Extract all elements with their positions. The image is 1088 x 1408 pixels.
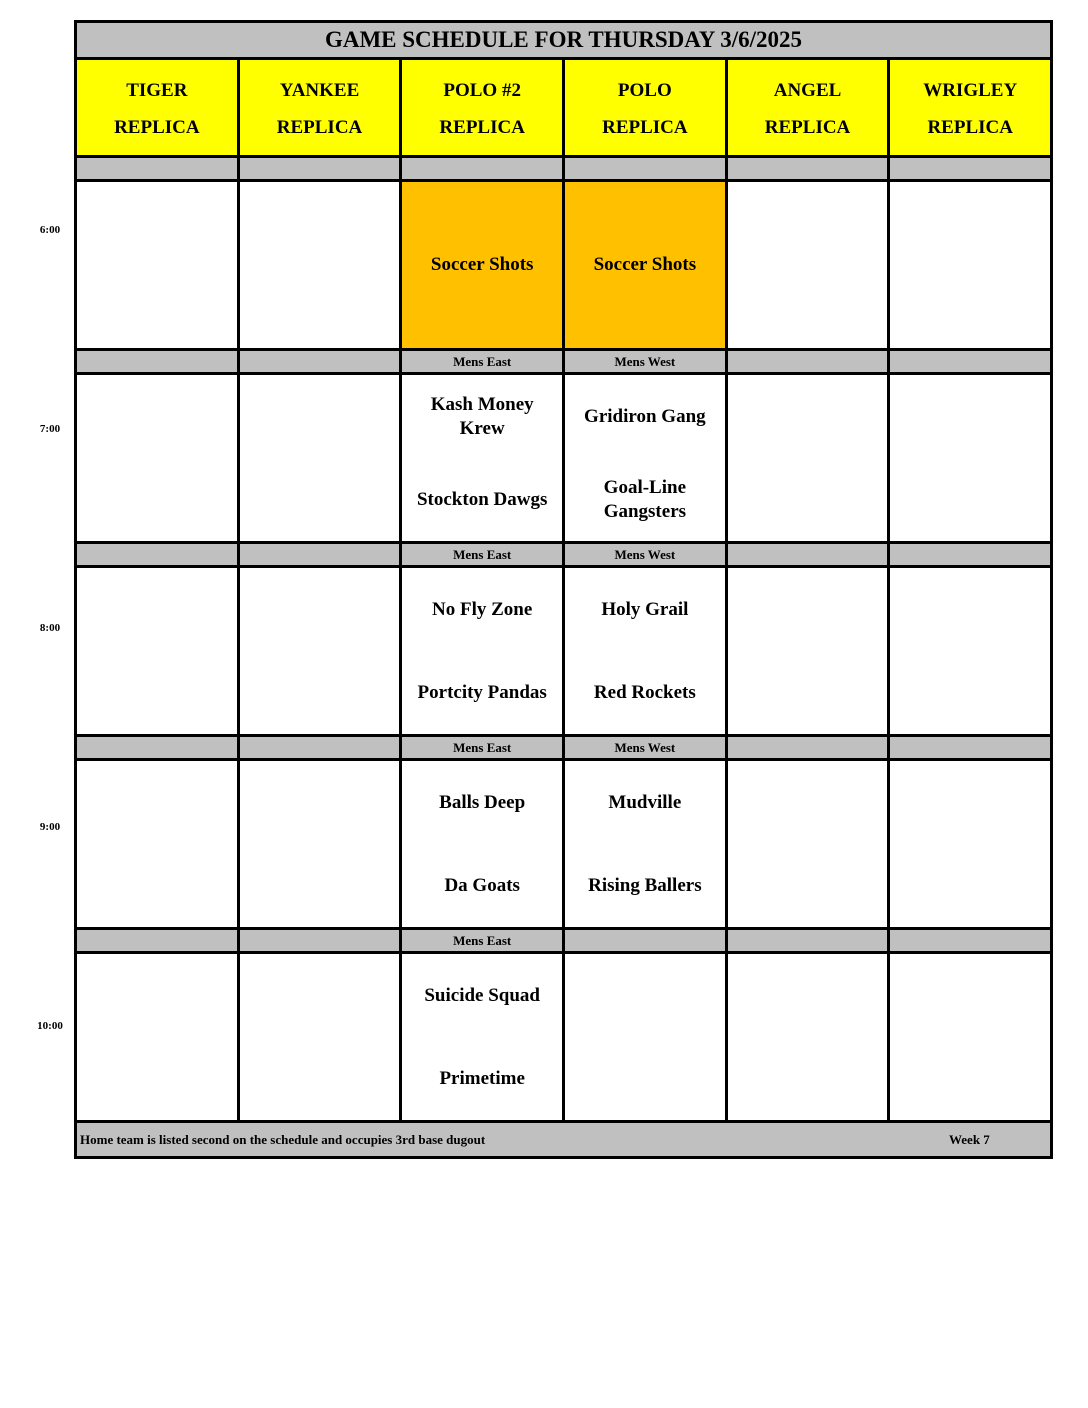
- division-label: [77, 544, 240, 565]
- game-cell: [890, 375, 1050, 541]
- game-cell: [728, 761, 891, 927]
- game-cell: [77, 761, 240, 927]
- week-label: Week 7: [949, 1132, 990, 1147]
- game-cell: [402, 761, 565, 927]
- division-row: [77, 158, 1050, 182]
- division-label: Mens West: [565, 351, 728, 372]
- field-header-polo-2: [402, 60, 565, 155]
- team-name: Primetime: [439, 1067, 525, 1089]
- division-label: [728, 351, 891, 372]
- division-label: [890, 351, 1050, 372]
- game-cell: [565, 954, 728, 1120]
- division-label: [77, 351, 240, 372]
- division-label: [240, 930, 403, 951]
- division-label: Mens East: [402, 544, 565, 565]
- game-cell: [565, 761, 728, 927]
- schedule-title: GAME SCHEDULE FOR THURSDAY 3/6/2025: [77, 23, 1050, 60]
- game-cell: [240, 761, 403, 927]
- team-name: Balls Deep: [439, 791, 526, 813]
- team-name: Stockton Dawgs: [416, 488, 548, 510]
- game-cell: [565, 182, 728, 348]
- division-label: Mens East: [402, 737, 565, 758]
- game-cell: [565, 568, 728, 734]
- game-cell: [890, 954, 1050, 1120]
- division-label: [77, 930, 240, 951]
- game-cell: [728, 954, 891, 1120]
- time-slots: [77, 158, 1050, 1123]
- division-label: [728, 158, 891, 179]
- time-label: 6:00: [39, 224, 61, 236]
- division-label: [240, 158, 403, 179]
- home-team-note: Home team is listed second on the schedule and occupies 3rd base dugout: [80, 1132, 486, 1147]
- game-cell: [240, 182, 403, 348]
- time-slot-row: [77, 568, 1050, 737]
- field-header-polo: [565, 60, 728, 155]
- time-label: 10:00: [37, 1020, 63, 1032]
- division-row: [77, 351, 1050, 375]
- team-name: Suicide Squad: [424, 984, 540, 1006]
- game-cell: [728, 182, 891, 348]
- division-label: [728, 544, 891, 565]
- team-name: Soccer Shots: [430, 254, 534, 275]
- time-slot-row: [77, 375, 1050, 544]
- field-header-yankee: [240, 60, 403, 155]
- game-cell: [890, 761, 1050, 927]
- game-cell: [77, 375, 240, 541]
- division-row: [77, 930, 1050, 954]
- field-header-wrigley: [890, 60, 1050, 155]
- division-label: [77, 158, 240, 179]
- time-slot-row: [77, 761, 1050, 930]
- division-label: [890, 930, 1050, 951]
- field-name: WRIGLEY: [923, 80, 1018, 101]
- game-cell: [77, 954, 240, 1120]
- team-name: Goal-Line Gangsters: [603, 476, 687, 522]
- field-header-angel: [728, 60, 891, 155]
- team-name: Mudville: [608, 791, 682, 813]
- division-label: Mens West: [565, 737, 728, 758]
- time-label: 7:00: [39, 423, 61, 435]
- division-label: [565, 930, 728, 951]
- game-cell: [565, 375, 728, 541]
- game-cell: [77, 568, 240, 734]
- division-label: [402, 158, 565, 179]
- division-row: [77, 544, 1050, 568]
- team-name: Rising Ballers: [588, 874, 702, 896]
- game-cell: [240, 375, 403, 541]
- field-sub: REPLICA: [276, 117, 363, 138]
- game-cell: [402, 568, 565, 734]
- team-name: No Fly Zone: [432, 598, 533, 620]
- game-cell: [402, 954, 565, 1120]
- schedule-sheet: [74, 20, 1053, 1159]
- team-name: Soccer Shots: [593, 254, 697, 275]
- game-cell: [240, 954, 403, 1120]
- division-label: Mens West: [565, 544, 728, 565]
- field-name: POLO #2: [443, 80, 521, 101]
- field-name: POLO: [617, 80, 672, 101]
- field-sub: REPLICA: [114, 117, 200, 138]
- division-label: [728, 737, 891, 758]
- division-label: [890, 737, 1050, 758]
- division-label: [240, 351, 403, 372]
- division-label: [890, 158, 1050, 179]
- time-slot-row: [77, 954, 1050, 1123]
- game-cell: [728, 375, 891, 541]
- time-label: 9:00: [39, 821, 61, 833]
- field-sub: REPLICA: [439, 117, 525, 138]
- division-label: Mens East: [402, 930, 565, 951]
- time-slot-row: [77, 182, 1050, 351]
- game-cell: [240, 568, 403, 734]
- division-label: [728, 930, 891, 951]
- field-header-row: [77, 60, 1050, 158]
- division-label: Mens East: [402, 351, 565, 372]
- game-cell: [890, 568, 1050, 734]
- team-name: Gridiron Gang: [584, 405, 706, 427]
- game-cell: [728, 568, 891, 734]
- field-header-tiger: [77, 60, 240, 155]
- field-name: ANGEL: [773, 80, 842, 101]
- team-name: Da Goats: [444, 874, 520, 896]
- field-name: YANKEE: [279, 80, 360, 101]
- time-label: 8:00: [39, 622, 61, 634]
- field-name: TIGER: [126, 80, 188, 101]
- division-row: [77, 737, 1050, 761]
- team-name: Red Rockets: [593, 681, 696, 703]
- division-label: [565, 158, 728, 179]
- division-label: [890, 544, 1050, 565]
- game-cell: [77, 182, 240, 348]
- game-cell: [402, 375, 565, 541]
- field-sub: REPLICA: [602, 117, 688, 138]
- team-name: Holy Grail: [601, 598, 689, 620]
- game-cell: [402, 182, 565, 348]
- division-label: [240, 737, 403, 758]
- division-label: [77, 737, 240, 758]
- schedule-footer: [77, 1123, 1050, 1159]
- field-sub: REPLICA: [927, 117, 1013, 138]
- game-cell: [890, 182, 1050, 348]
- team-name: Portcity Pandas: [417, 681, 547, 703]
- division-label: [240, 544, 403, 565]
- team-name: Kash Money Krew: [430, 393, 534, 439]
- field-sub: REPLICA: [764, 117, 851, 138]
